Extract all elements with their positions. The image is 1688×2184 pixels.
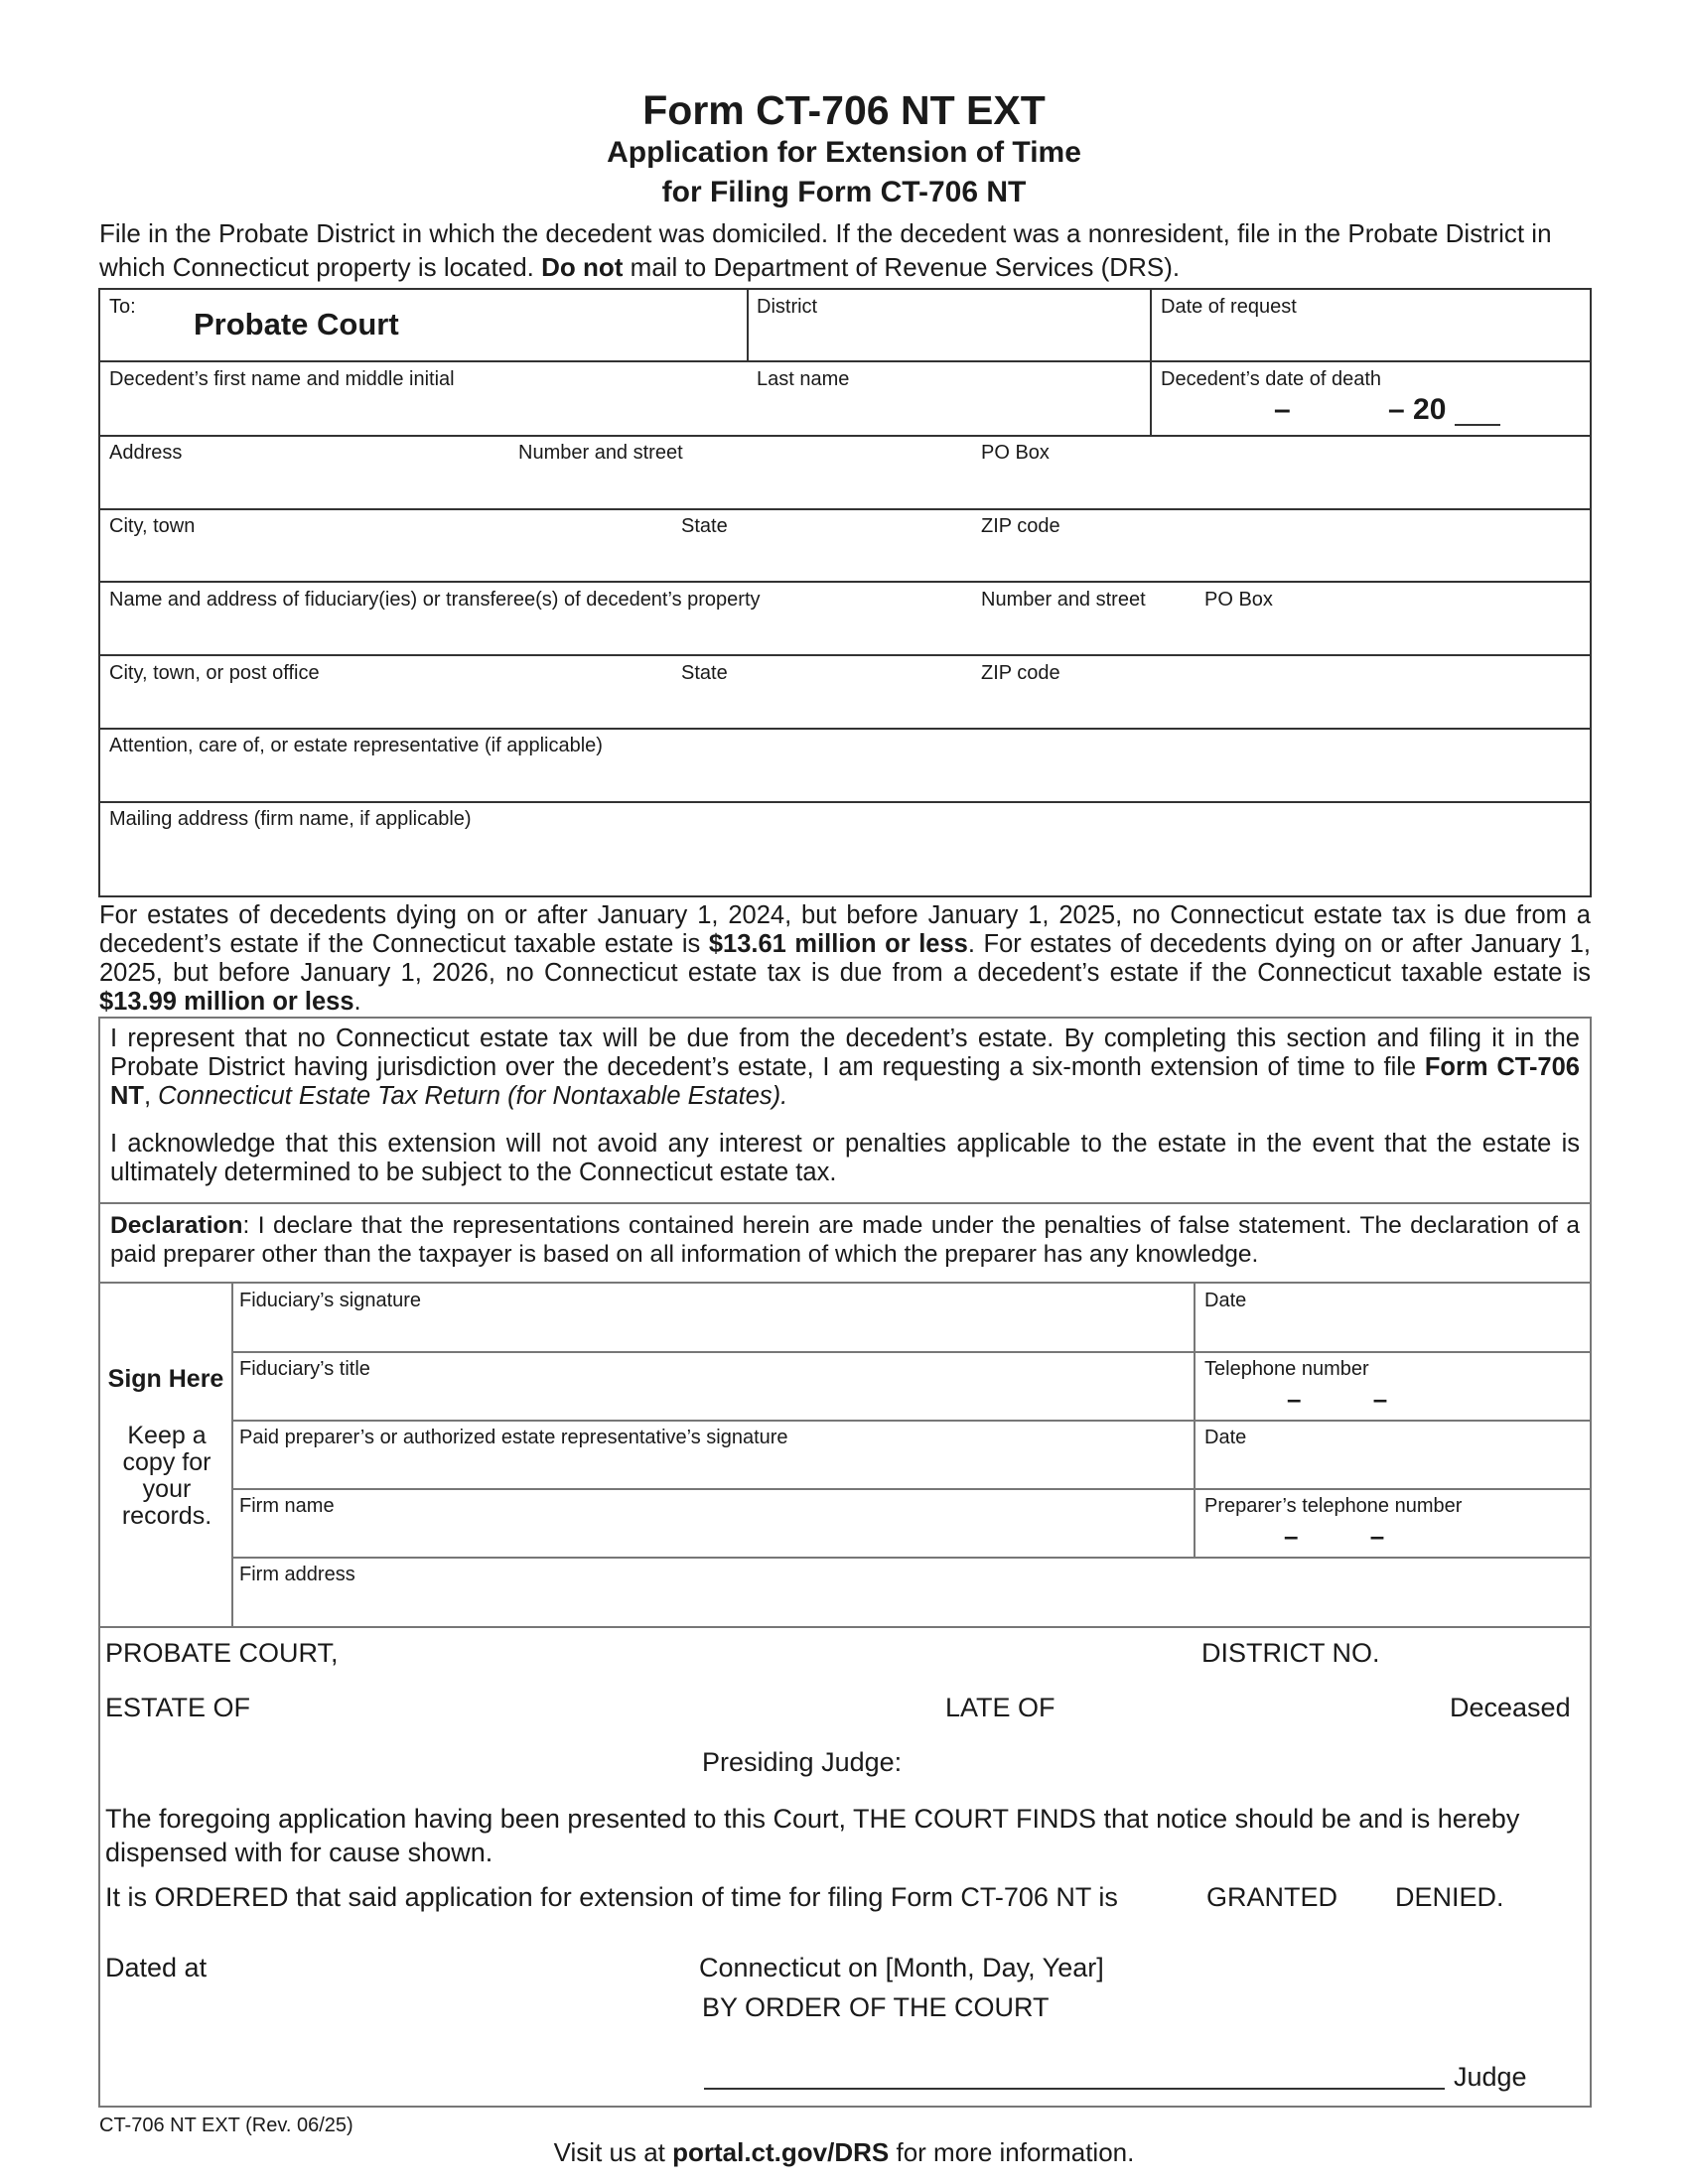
number-street-field[interactable]: Number and street xyxy=(518,442,683,464)
sign-here-label: Sign Here xyxy=(107,1365,224,1393)
form-title: Form CT-706 NT EXT xyxy=(642,87,1046,133)
preparer-telephone-dashes: – – xyxy=(1284,1521,1385,1551)
dod-dash: – xyxy=(1274,393,1291,426)
to-label: To: xyxy=(109,296,136,318)
city-town-field[interactable]: City, town xyxy=(109,515,196,537)
dod-year-prefix: – 20 xyxy=(1388,393,1447,426)
denied-option[interactable] xyxy=(1363,1882,1504,1913)
representation-sep: , xyxy=(144,1082,159,1110)
attention-field[interactable]: Attention, care of, or estate representative (if applicable) xyxy=(109,735,603,756)
district-field[interactable]: District xyxy=(757,296,818,318)
preparer-signature-field[interactable]: Paid preparer’s or authorized estate representative’s signature xyxy=(239,1427,788,1448)
granted-label: GRANTED xyxy=(1206,1882,1338,1912)
zip-code-field[interactable]: ZIP code xyxy=(981,515,1060,537)
footer-visit-text: Visit us at xyxy=(553,2137,673,2167)
form-subtitle-line1: Application for Extension of Time xyxy=(607,136,1081,169)
keep-copy-note: Keep a copy for your records. xyxy=(121,1422,212,1530)
by-order-label: BY ORDER OF THE COURT xyxy=(702,1992,1050,2022)
firm-address-field[interactable]: Firm address xyxy=(239,1564,355,1585)
granted-option[interactable] xyxy=(1175,1882,1337,1913)
fiduciary-signature-field[interactable]: Fiduciary’s signature xyxy=(239,1290,422,1311)
po-box-field[interactable]: PO Box xyxy=(981,442,1050,464)
footer-website-link[interactable]: portal.ct.gov/DRS xyxy=(672,2137,890,2167)
fiduciary-zip-field[interactable]: ZIP code xyxy=(981,662,1060,684)
threshold-part1: For estates of decedents dying on or after January 1, 2024, but before January 1, 2025, no Connecticut estate tax is due from a decedent’s estate if the Connecticut taxable estate is xyxy=(99,901,1591,958)
form-revision: CT-706 NT EXT (Rev. 06/25) xyxy=(99,2115,353,2136)
court-ordered-text: It is ORDERED that said application for extension of time for filing Form CT-706 NT is xyxy=(105,1882,1118,1912)
date-of-death-field[interactable]: Decedent’s date of death xyxy=(1161,368,1382,390)
preparer-telephone-field[interactable]: Preparer’s telephone number xyxy=(1204,1495,1463,1517)
filing-instructions xyxy=(99,216,1589,284)
threshold-amount-2025: $13.99 million or less xyxy=(99,988,354,1016)
footer-visit xyxy=(0,2137,1688,2168)
dated-at-label: Dated at xyxy=(105,1953,208,1982)
acknowledgement-paragraph: I acknowledge that this extension will not avoid any interest or penalties applicable to the estate in the event that the estate is ultimately determined to be subject to the Connecticut estate tax. xyxy=(110,1130,1580,1186)
declaration-label: Declaration xyxy=(110,1212,243,1239)
threshold-part2: . For estates of decedents dying on or after January 1, 2025, but before January 1, 2026, no Connecticut estate tax is due from a decedent’s estate if the Connecticut taxable estate is xyxy=(99,930,1591,987)
declaration-paragraph xyxy=(110,1211,1580,1269)
declaration-text: : I declare that the representations contained herein are made under the penalties of false statement. The declaration of a paid preparer other than the taxpayer is based on all information of which the preparer has any knowledge. xyxy=(110,1212,1580,1268)
district-no-label: DISTRICT NO. xyxy=(1201,1638,1380,1668)
decedent-first-name-field[interactable]: Decedent’s first name and middle initial xyxy=(109,368,455,390)
probate-court-label: PROBATE COURT, xyxy=(105,1638,339,1668)
threshold-text xyxy=(99,901,1591,1017)
connecticut-on-label: Connecticut on [Month, Day, Year] xyxy=(699,1953,1104,1982)
form-subtitle-line2: for Filing Form CT-706 NT xyxy=(661,176,1027,208)
estate-of-label: ESTATE OF xyxy=(105,1693,251,1722)
intro-text-end: mail to Department of Revenue Services (DRS). xyxy=(623,252,1181,282)
denied-label: DENIED. xyxy=(1395,1882,1504,1912)
late-of-label: LATE OF xyxy=(945,1693,1055,1722)
threshold-amount-2024: $13.61 million or less xyxy=(708,930,968,958)
date-of-request-field[interactable]: Date of request xyxy=(1161,296,1297,318)
mailing-address-field[interactable]: Mailing address (firm name, if applicable) xyxy=(109,808,472,830)
threshold-part3: . xyxy=(353,988,361,1016)
fiduciary-number-street-field[interactable]: Number and street xyxy=(981,589,1146,611)
telephone-dashes: – – xyxy=(1287,1384,1388,1414)
judge-label: Judge xyxy=(1454,2062,1527,2092)
address-label: Address xyxy=(109,442,183,464)
representation-paragraph xyxy=(110,1024,1580,1111)
fiduciary-city-field[interactable]: City, town, or post office xyxy=(109,662,320,684)
intro-text: File in the Probate District in which the decedent was domiciled. If the decedent was a nonresident, file in the Probate District in which Connecticut property is located. xyxy=(99,218,1552,282)
judge-signature-line[interactable] xyxy=(704,2088,1445,2090)
fiduciary-state-field[interactable]: State xyxy=(681,662,728,684)
intro-bold: Do not xyxy=(541,252,624,282)
firm-name-field[interactable]: Firm name xyxy=(239,1495,335,1517)
state-field[interactable]: State xyxy=(681,515,728,537)
telephone-number-field[interactable]: Telephone number xyxy=(1204,1358,1369,1380)
fiduciary-name-field[interactable]: Name and address of fiduciary(ies) or transferee(s) of decedent’s property xyxy=(109,589,761,611)
fiduciary-title-field[interactable]: Fiduciary’s title xyxy=(239,1358,370,1380)
fiduciary-po-box-field[interactable]: PO Box xyxy=(1204,589,1273,611)
court-finds-text: The foregoing application having been presented to this Court, THE COURT FINDS that notice should be and is hereby dispensed with for cause shown. xyxy=(105,1804,1520,1867)
decedent-last-name-field[interactable]: Last name xyxy=(757,368,850,390)
form-ref-bold: Form CT-706 NT xyxy=(110,1053,1580,1110)
to-value: Probate Court xyxy=(194,307,399,341)
form-ref-italic: Connecticut Estate Tax Return (for Nontaxable Estates). xyxy=(158,1082,788,1110)
signature-date-field[interactable]: Date xyxy=(1204,1290,1247,1311)
preparer-date-field[interactable]: Date xyxy=(1204,1427,1247,1448)
presiding-judge-label: Presiding Judge: xyxy=(702,1747,903,1777)
representation-text: I represent that no Connecticut estate tax will be due from the decedent’s estate. By completing this section and filing it in the Probate District having jurisdiction over the decedent’s estate, I am requesting a six-month extension of time to file xyxy=(110,1024,1580,1081)
deceased-label: Deceased xyxy=(1450,1693,1571,1722)
footer-visit-end: for more information. xyxy=(889,2137,1135,2167)
